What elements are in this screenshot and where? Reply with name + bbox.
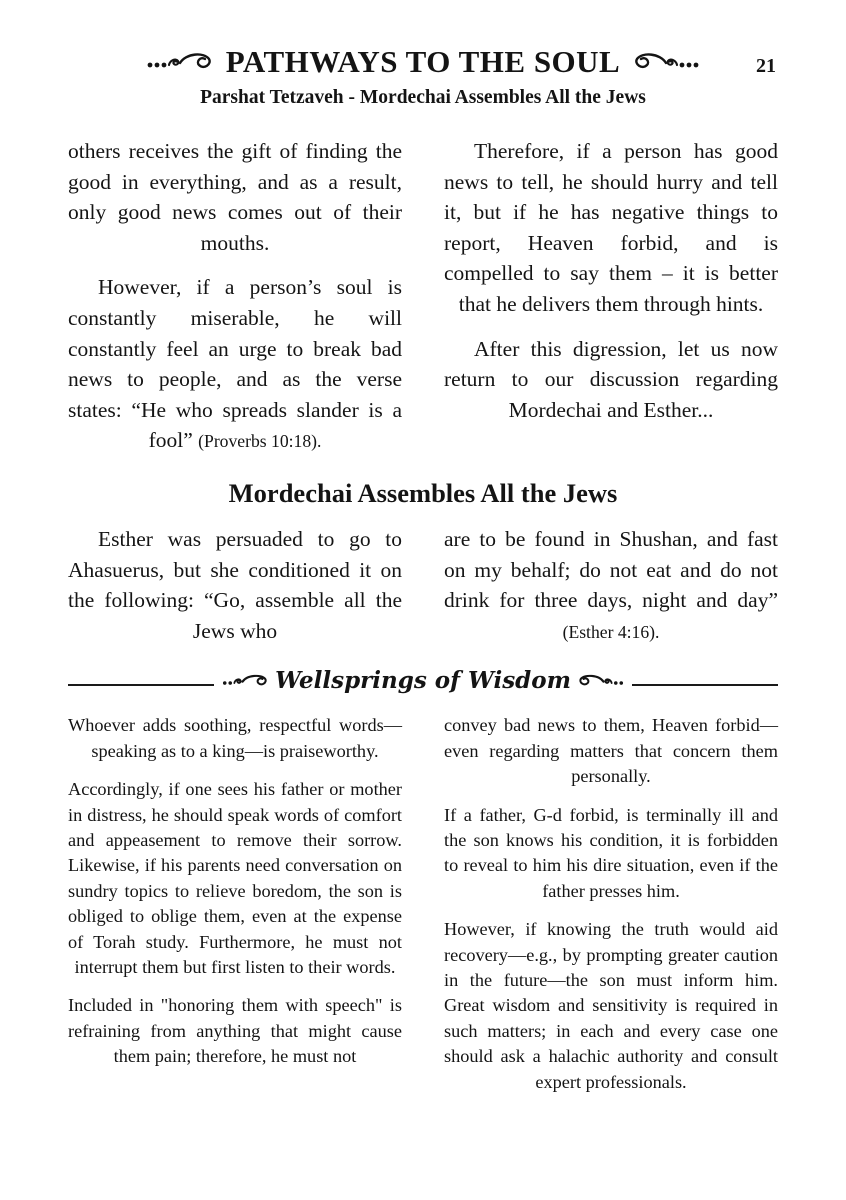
assembly-section: [68, 524, 778, 661]
page-header: [68, 42, 778, 109]
paragraph: [68, 272, 402, 457]
verse-citation: (Proverbs 10:18).: [198, 431, 322, 452]
paragraph: convey bad news to them, Heaven forbid—even regarding matters that concern them personally.: [444, 715, 778, 787]
paragraph: Included in "honoring them with speech" is refraining from anything that might cause them pain; therefore, he must not: [68, 995, 402, 1067]
paragraph: Accordingly, if one sees his father or mother in distress, he should speak words of comfort and appeasement to remove their sorrow. Likewise, if his parents need conversation on sundry topics to relieve boredom, the son is obliged to oblige them, even at the expense of Torah study. Furthermore, he must not interrupt them but first listen to their words.: [68, 779, 402, 977]
paragraph: If a father, G-d forbid, is terminally ill and the son knows his condition, it is forbidden to reveal to him his dire situation, even if the father presses him.: [444, 804, 778, 901]
wisdom-divider: [68, 667, 778, 703]
paragraph: Esther was persuaded to go to Ahasuerus, but she conditioned it on the following: “Go, assemble all the Jews who: [68, 526, 402, 643]
paragraph-text: are to be found in Shushan, and fast on my behalf; do not eat and do not drink for three days, night and day”: [444, 526, 778, 613]
page-subtitle: Parshat Tetzaveh - Mordechai Assembles All the Jews: [200, 87, 646, 108]
paragraph: After this digression, let us now return to our discussion regarding Mordechai and Esther...: [444, 336, 778, 422]
top-right-column: [444, 136, 778, 471]
divider-label-group: [214, 667, 632, 694]
paragraph: However, if knowing the truth would aid recovery—e.g., by prompting greater caution in the future—the son must inform him. Great wisdom and sensitivity is required in such matters; in each and every case one should ask a halachic authority and consult expert professionals.: [444, 919, 778, 1092]
divider-flourish-left-icon: [222, 673, 270, 689]
top-left-column: [68, 136, 402, 471]
section-heading: Mordechai Assembles All the Jews: [228, 477, 618, 508]
top-section: [68, 136, 778, 471]
flourish-left-icon: [146, 51, 216, 73]
assembly-right-column: [444, 524, 778, 661]
divider-label: Wellsprings of Wisdom: [275, 667, 571, 695]
page-title: PATHWAYS TO THE SOUL: [225, 44, 621, 79]
verse-citation: (Esther 4:16).: [562, 621, 660, 642]
wisdom-right-column: [444, 713, 778, 1108]
paragraph: Whoever adds soothing, respectful words—speaking as to a king—is praiseworthy.: [68, 715, 402, 761]
assembly-left-column: [68, 524, 402, 661]
divider-flourish-right-icon: [576, 673, 624, 689]
paragraph: Therefore, if a person has good news to tell, he should hurry and tell it, but if he has negative things to report, Heaven forbid, and is compelled to say them – it is better that he delivers them through hints.: [444, 139, 778, 316]
paragraph: others receives the gift of finding the good in everything, and as a result, only good news comes out of their mouths.: [68, 139, 402, 255]
paragraph: [444, 524, 778, 647]
wisdom-section: [68, 713, 778, 1108]
wisdom-left-column: [68, 713, 402, 1108]
paragraph-text: However, if a person’s soul is constantly miserable, he will constantly feel an urge to break bad news to people, and as the verse states: “He who spreads slander is a fool”: [68, 275, 402, 453]
flourish-right-icon: [630, 51, 700, 73]
page-number: 21: [756, 55, 776, 77]
